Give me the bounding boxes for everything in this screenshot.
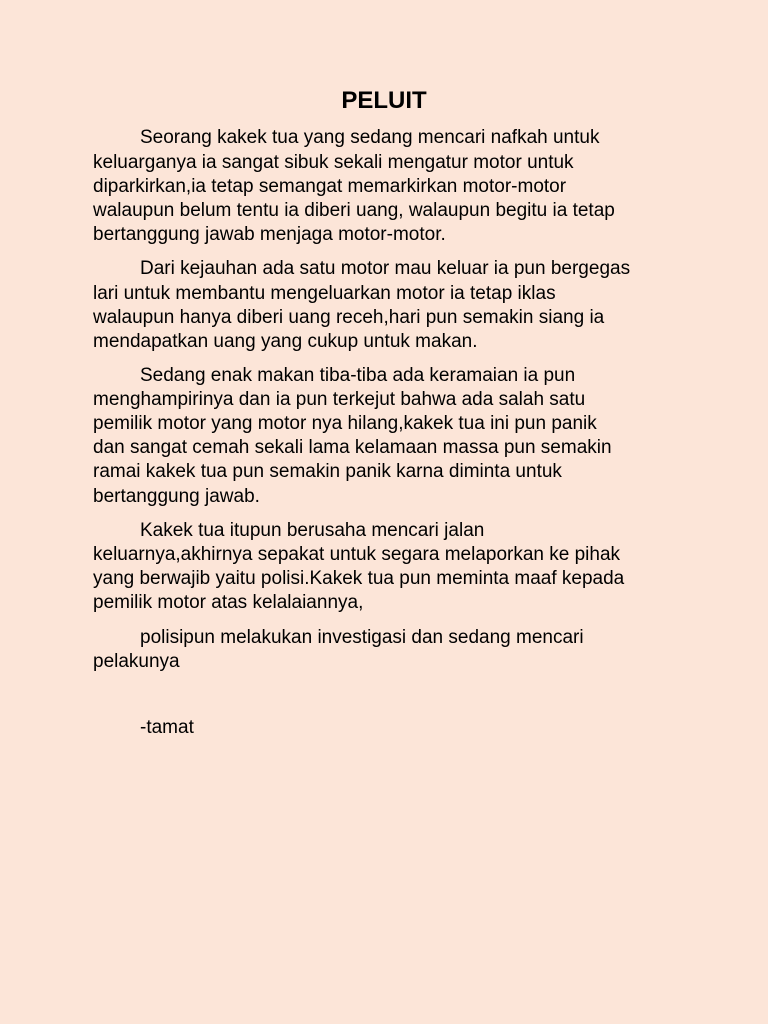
story-closing: -tamat	[140, 717, 194, 738]
paragraph-4-line-3: yang berwajib yaitu polisi.Kakek tua pun meminta maaf kepada	[93, 568, 625, 589]
paragraph-4-line-4: pemilik motor atas kelalaiannya,	[93, 592, 364, 613]
paragraph-3-line-1: Sedang enak makan tiba-tiba ada keramaian ia pun	[140, 365, 576, 386]
paragraph-3-line-6: bertanggung jawab.	[93, 486, 260, 507]
paragraph-3-line-4: dan sangat cemah sekali lama kelamaan massa pun semakin	[93, 437, 612, 458]
paragraph-2-line-2: lari untuk membantu mengeluarkan motor ia tetap iklas	[93, 283, 556, 304]
paragraph-1-line-1: Seorang kakek tua yang sedang mencari nafkah untuk	[140, 127, 600, 148]
paragraph-5-line-2: pelakunya	[93, 651, 180, 672]
paragraph-1-line-4: walaupun belum tentu ia diberi uang, walaupun begitu ia tetap	[93, 200, 615, 221]
paragraph-5-line-1: polisipun melakukan investigasi dan sedang mencari	[140, 627, 584, 648]
story-title: PELUIT	[341, 87, 427, 114]
paragraph-3-line-5: ramai kakek tua pun semakin panik karna diminta untuk	[93, 461, 562, 482]
paragraph-2-line-1: Dari kejauhan ada satu motor mau keluar ia pun bergegas	[140, 258, 631, 279]
paragraph-4-line-2: keluarnya,akhirnya sepakat untuk segara melaporkan ke pihak	[93, 544, 621, 565]
paragraph-2-line-4: mendapatkan uang yang cukup untuk makan.	[93, 331, 478, 352]
paragraph-2-line-3: walaupun hanya diberi uang receh,hari pun semakin siang ia	[93, 307, 605, 328]
paragraph-4-line-1: Kakek tua itupun berusaha mencari jalan	[140, 520, 485, 541]
paragraph-1-line-5: bertanggung jawab menjaga motor-motor.	[93, 224, 446, 245]
paragraph-3-line-2: menghampirinya dan ia pun terkejut bahwa ada salah satu	[93, 389, 586, 410]
paragraph-1-line-3: diparkirkan,ia tetap semangat memarkirkan motor-motor	[93, 176, 567, 197]
paragraph-3-line-3: pemilik motor yang motor nya hilang,kakek tua ini pun panik	[93, 413, 597, 434]
paragraph-1-line-2: keluarganya ia sangat sibuk sekali mengatur motor untuk	[93, 152, 574, 173]
